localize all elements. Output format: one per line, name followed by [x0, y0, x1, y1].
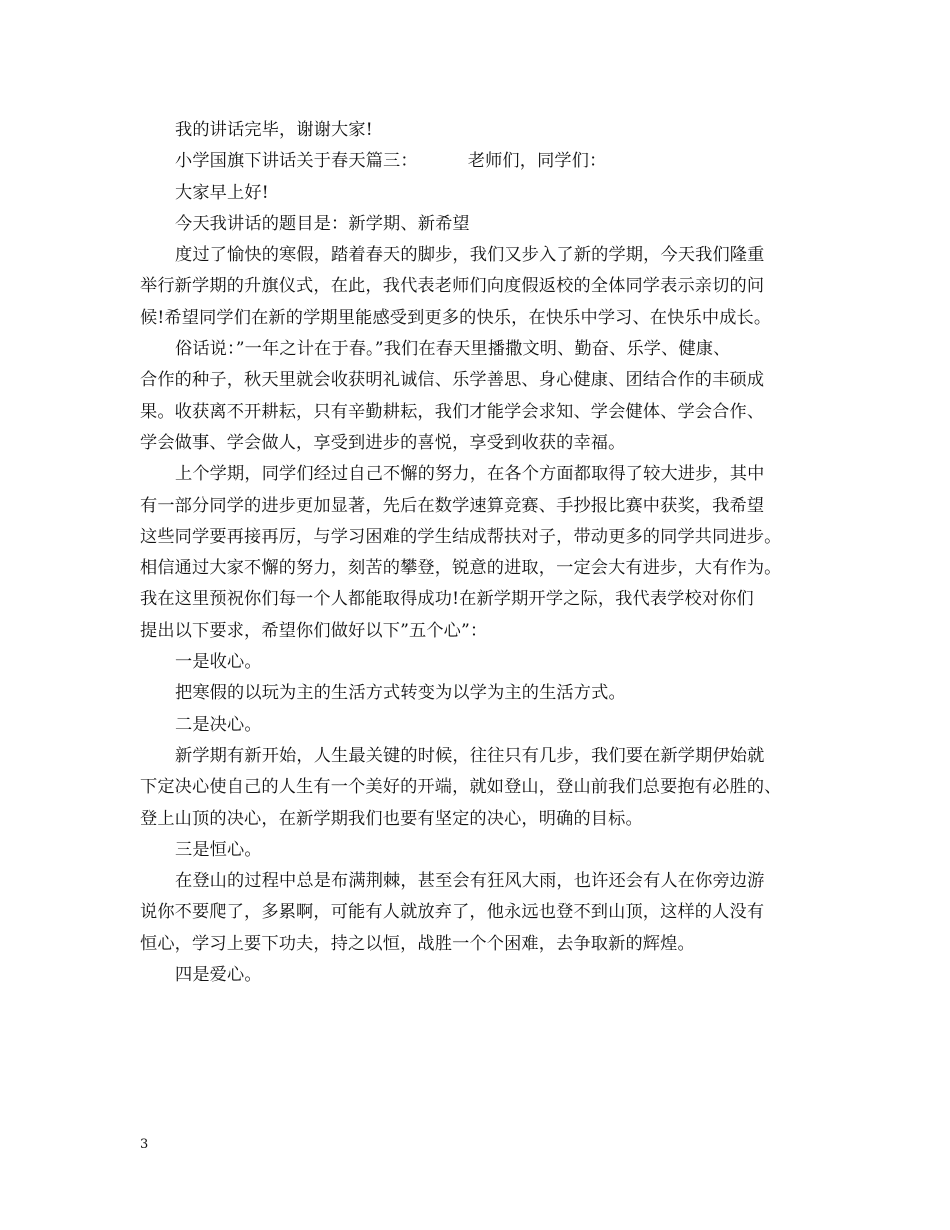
text-line: [140, 209, 830, 240]
text-line-content: 我在这里预祝你们每一个人都能取得成功!在新学期开学之际，我代表学校对你们: [140, 589, 754, 610]
text-line-salutation: 老师们，同学们：: [467, 151, 607, 172]
text-line-content: 一是收心。: [175, 652, 262, 673]
text-line: [140, 866, 830, 897]
text-line: [140, 710, 830, 741]
text-line: [140, 616, 830, 647]
text-line: [140, 804, 830, 835]
text-line-content: 俗话说：”一年之计在于春。”我们在春天里播撒文明、勤奋、乐学、健康、: [175, 339, 731, 360]
text-line: [140, 146, 830, 177]
text-line: [140, 835, 830, 866]
text-line-content: 小学国旗下讲话关于春天篇三：: [175, 151, 418, 172]
text-line: [140, 897, 830, 928]
text-line: [140, 459, 830, 490]
text-line: [140, 741, 830, 772]
text-line: [140, 960, 830, 991]
text-line-content: 恒心，学习上要下功夫，持之以恒，战胜一个个困难，去争取新的辉煌。: [140, 933, 695, 954]
text-line-content: 说你不要爬了，多累啊，可能有人就放弃了，他永远也登不到山顶，这样的人没有: [140, 902, 765, 923]
text-line: [140, 772, 830, 803]
text-line-content: 候!希望同学们在新的学期里能感受到更多的快乐，在快乐中学习、在快乐中成长。: [140, 307, 772, 328]
text-line-content: 合作的种子，秋天里就会收获明礼诚信、乐学善思、身心健康、团结合作的丰硕成: [140, 370, 765, 391]
text-line: [140, 240, 830, 271]
text-line-content: 这些同学要再接再厉，与学习困难的学生结成帮扶对子，带动更多的同学共同进步。: [140, 526, 782, 547]
text-line-content: 相信通过大家不懈的努力，刻苦的攀登，锐意的进取，一定会大有进步，大有作为。: [140, 558, 782, 579]
text-line: [140, 929, 830, 960]
text-line-content: 二是决心。: [175, 714, 262, 735]
text-line-content: 有一部分同学的进步更加显著，先后在数学速算竞赛、手抄报比赛中获奖，我希望: [140, 495, 765, 516]
text-line-content: 举行新学期的升旗仪式，在此，我代表老师们向度假返校的全体同学表示亲切的问: [140, 276, 765, 297]
text-line-content: 今天我讲话的题目是：新学期、新希望: [175, 213, 470, 234]
text-line: [140, 584, 830, 615]
text-line: [140, 365, 830, 396]
text-line-content: 四是爱心。: [175, 965, 262, 986]
text-line: [140, 647, 830, 678]
text-line-content: 果。收获离不开耕耘，只有辛勤耕耘，我们才能学会求知、学会健体、学会合作、: [140, 401, 765, 422]
text-line-content: 提出以下要求，希望你们做好以下”五个心”：: [140, 620, 488, 641]
text-line: [140, 271, 830, 302]
text-line-content: 上个学期，同学们经过自己不懈的努力，在各个方面都取得了较大进步，其中: [175, 464, 765, 485]
page-number: 3: [140, 1137, 149, 1152]
text-line-content: 把寒假的以玩为主的生活方式转变为以学为主的生活方式。: [175, 683, 626, 704]
text-line: [140, 303, 830, 334]
text-line: [140, 115, 830, 146]
text-line: [140, 334, 830, 365]
text-line: [140, 678, 830, 709]
text-line-content: 三是恒心。: [175, 839, 262, 860]
text-line: [140, 178, 830, 209]
text-line-content: 下定决心使自己的人生有一个美好的开端，就如登山，登山前我们总要抱有必胜的、: [140, 777, 782, 798]
text-line-content: 度过了愉快的寒假，踏着春天的脚步，我们又步入了新的学期，今天我们隆重: [175, 245, 765, 266]
text-line-content: 登上山顶的决心，在新学期我们也要有坚定的决心，明确的目标。: [140, 808, 643, 829]
text-line: [140, 491, 830, 522]
text-line: [140, 553, 830, 584]
document-body: [140, 115, 830, 991]
text-line: [140, 397, 830, 428]
text-line: [140, 522, 830, 553]
text-line-content: 我的讲话完毕，谢谢大家!: [175, 120, 373, 140]
text-line-content: 大家早上好!: [175, 182, 269, 203]
text-line-content: 新学期有新开始，人生最关键的时候，往往只有几步，我们要在新学期伊始就: [175, 745, 765, 766]
text-line: [140, 428, 830, 459]
text-line-content: 在登山的过程中总是布满荆棘，甚至会有狂风大雨，也许还会有人在你旁边游: [175, 871, 765, 892]
text-line-content: 学会做事、学会做人，享受到进步的喜悦，享受到收获的幸福。: [140, 432, 626, 453]
